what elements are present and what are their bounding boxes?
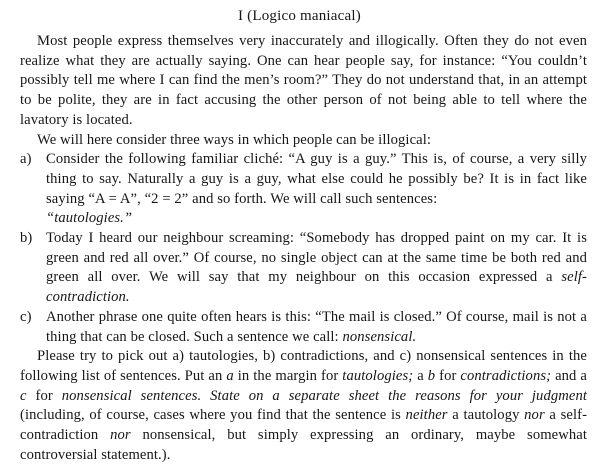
closing-paragraph	[20, 347, 587, 465]
list-item-emphasis: nonsensical.	[342, 328, 417, 345]
lead-paragraph: We will here consider three ways in which people can be illogical:	[37, 131, 432, 148]
closing-text: in the margin for	[237, 367, 339, 384]
closing-text: a self-contradiction	[20, 407, 588, 444]
closing-emphasis: neither	[405, 407, 448, 424]
closing-text: a tautology	[452, 407, 520, 424]
closing-text: nonsensical, but simply expressing an ordinary, maybe somewhat controversial statement.).	[20, 427, 588, 463]
closing-emphasis: b	[427, 367, 436, 384]
closing-text: a	[417, 367, 424, 384]
list-marker: c)	[20, 308, 32, 325]
list-item-emphasis: self-contradiction.	[46, 269, 587, 306]
closing-text: for	[439, 367, 457, 384]
closing-emphasis: nonsensical sentences. State on a separate sheet the reasons for your judgment	[61, 387, 588, 404]
closing-text: (including, of course, cases where you find that the sentence is	[20, 407, 401, 424]
closing-text: Please try to pick out a) tautologies, b) contradictions, and c) nonsensical sentences in the following list of sentences. Put an	[20, 348, 587, 384]
list-item-text: Today I heard our neighbour screaming: “Somebody has dropped paint on my car. It is green and red all over.” Of course, no single object can at the same time be both red and green all over. We will say that my neighbour on this occasion expressed a	[46, 230, 587, 286]
list-item-text: Consider the following familiar cliché: “A guy is a guy.” This is, of course, a very silly thing to say. Naturally a guy is a guy, what else could he possibly be? It is in fact like saying “A = A”, “2 = 2” and so forth. We will call such sentences:	[46, 151, 587, 207]
closing-text: for	[35, 387, 53, 404]
closing-emphasis: nor	[110, 427, 131, 444]
list-item-a	[20, 150, 587, 229]
body-text	[20, 32, 587, 465]
closing-emphasis: a	[226, 367, 234, 384]
closing-emphasis: tautologies;	[342, 367, 414, 384]
closing-emphasis: contradictions;	[460, 367, 552, 384]
list-item-c	[20, 308, 587, 347]
closing-emphasis: nor	[524, 407, 545, 424]
closing-text: and a	[555, 367, 587, 384]
list-marker: a)	[20, 151, 32, 168]
intro-paragraph: Most people express themselves very inaccurately and illogically. Often they do not even realize what they are actually saying. One can hear people say, for instance: “You couldn’t possibly tell me where I can find the men’s room?” They do not understand that, in an attempt to be polite, they are in fact accusing the other person of not being able to tell where the lavatory is located.	[20, 33, 587, 128]
list-item-text: Another phrase one quite often hears is this: “The mail is closed.” Of course, mail is not a thing that can be closed. Such a sentence we call:	[46, 308, 587, 345]
list-item-b	[20, 229, 587, 308]
closing-emphasis: c	[20, 387, 27, 404]
page-title: I (Logico maniacal)	[238, 8, 361, 24]
list-marker: b)	[20, 230, 33, 247]
list-item-emphasis: “tautologies.”	[46, 210, 133, 227]
